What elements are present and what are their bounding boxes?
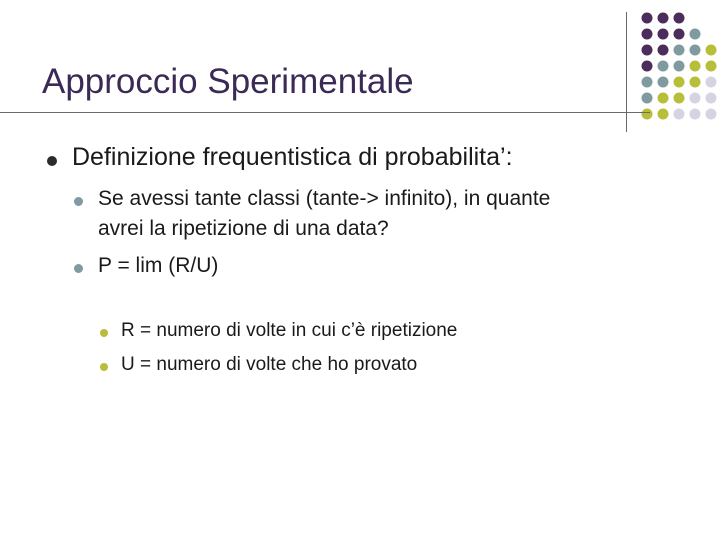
sub-bullet-classes-line1: Se avessi tante classi (tante-> infinito), in quante [98, 187, 551, 210]
subsub-bullet-R: R = numero di volte in cui c’è ripetizione [121, 320, 458, 341]
sub-bullet-dot [74, 264, 83, 273]
bullet-dot [47, 156, 57, 166]
title-horizontal-rule [0, 112, 650, 113]
subsub-bullet-dot [100, 329, 108, 337]
sub-bullet-dot [74, 197, 83, 206]
decorative-dot-grid [639, 10, 720, 130]
title-vertical-rule [626, 12, 627, 132]
subsub-bullet-U: U = numero di volte che ho provato [121, 354, 418, 375]
subsub-bullet-dot [100, 363, 108, 371]
sub-bullet-classes-line2: avrei la ripetizione di una data? [98, 217, 389, 240]
slide-title: Approccio Sperimentale [42, 62, 414, 101]
bullet-definition: Definizione frequentistica di probabilita’: [72, 143, 513, 171]
sub-bullet-formula: P = lim (R/U) [98, 254, 219, 277]
